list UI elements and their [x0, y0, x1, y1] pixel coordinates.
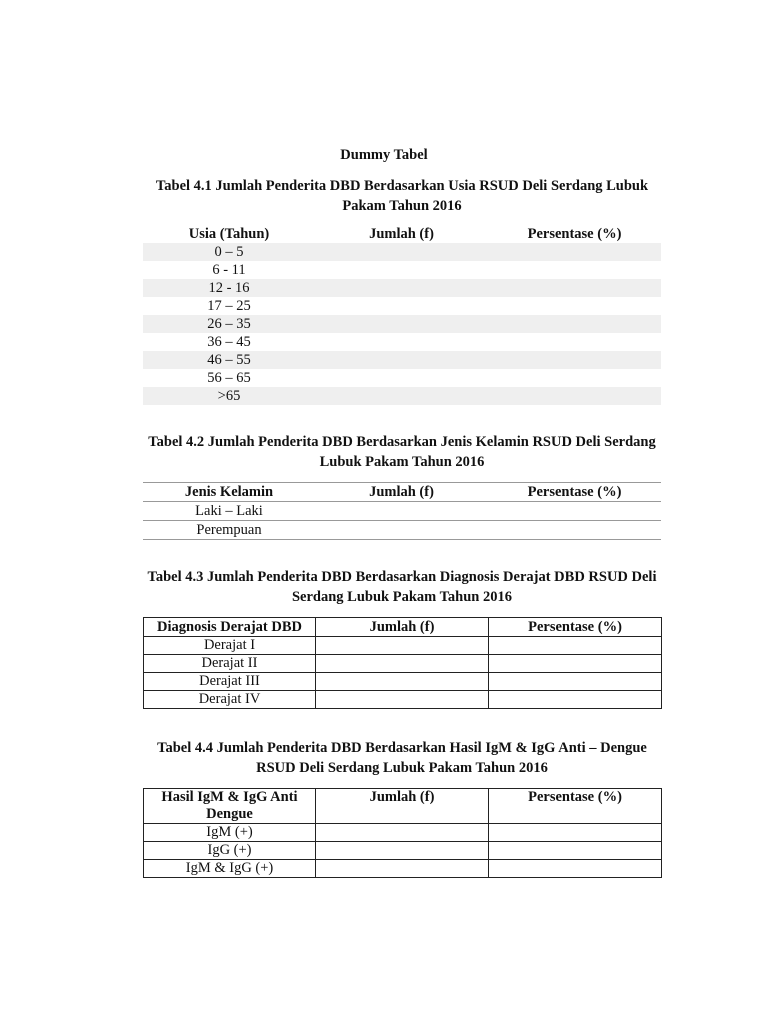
- table3-caption: Tabel 4.3 Jumlah Penderita DBD Berdasarkan Diagnosis Derajat DBD RSUD Deli Serdang Lubuk Pakam Tahun 2016: [147, 569, 657, 605]
- table2-gender: [143, 482, 661, 540]
- table-row: [143, 333, 661, 351]
- table4-caption: Tabel 4.4 Jumlah Penderita DBD Berdasarkan Hasil IgM & IgG Anti – Dengue RSUD Deli Serdang Lubuk Pakam Tahun 2016: [157, 740, 647, 776]
- row-label: 0 – 5: [143, 243, 315, 261]
- header-diagnosis: Diagnosis Derajat DBD: [144, 618, 316, 637]
- table-row: [144, 637, 662, 655]
- table-row: [143, 369, 661, 387]
- row-label: IgM (+): [144, 824, 316, 842]
- row-label: Laki – Laki: [195, 503, 263, 519]
- table-row: [143, 315, 661, 333]
- table1-age: [143, 225, 661, 405]
- header-count: Jumlah (f): [369, 484, 434, 500]
- table-header-row: [143, 483, 661, 502]
- header-count: Jumlah (f): [316, 789, 489, 824]
- table-row: [143, 279, 661, 297]
- row-label: Derajat IV: [144, 691, 316, 709]
- header-percent: Persentase (%): [489, 789, 662, 824]
- table4-igm-igg: [143, 788, 662, 878]
- header-igm-igg: Hasil IgM & IgG Anti Dengue: [144, 789, 316, 824]
- table3-diagnosis: [143, 617, 662, 709]
- table-row: [143, 521, 661, 540]
- row-label: 6 - 11: [212, 262, 246, 278]
- table-row: [143, 261, 661, 279]
- row-label: Perempuan: [196, 522, 262, 538]
- header-percent: Persentase (%): [489, 618, 662, 637]
- table-row: [143, 387, 661, 405]
- header-gender: Jenis Kelamin: [184, 484, 274, 500]
- row-label: Derajat III: [144, 673, 316, 691]
- table-row: [143, 351, 661, 369]
- table-header-row: [144, 789, 662, 824]
- row-label: 26 – 35: [143, 315, 315, 333]
- table-row: [144, 691, 662, 709]
- row-label: 12 - 16: [143, 279, 315, 297]
- table-row: [144, 860, 662, 878]
- header-count: Jumlah (f): [369, 226, 434, 242]
- row-label: Derajat I: [144, 637, 316, 655]
- row-label: 36 – 45: [207, 334, 251, 350]
- table1-caption: Tabel 4.1 Jumlah Penderita DBD Berdasarkan Usia RSUD Deli Serdang Lubuk Pakam Tahun 2016: [155, 178, 649, 214]
- header-percent: Persentase (%): [527, 226, 622, 242]
- document-title: Dummy Tabel: [340, 147, 428, 163]
- table-row: [144, 842, 662, 860]
- table-row: [143, 297, 661, 315]
- row-label: IgM & IgG (+): [144, 860, 316, 878]
- row-label: Derajat II: [144, 655, 316, 673]
- row-label: 46 – 55: [143, 351, 315, 369]
- row-label: 56 – 65: [207, 370, 251, 386]
- table-row: [144, 655, 662, 673]
- table2-caption: Tabel 4.2 Jumlah Penderita DBD Berdasarkan Jenis Kelamin RSUD Deli Serdang Lubuk Pakam Tahun 2016: [148, 434, 656, 470]
- row-label: 17 – 25: [207, 298, 251, 314]
- table-row: [143, 243, 661, 261]
- header-percent: Persentase (%): [527, 484, 622, 500]
- table-row: [144, 673, 662, 691]
- table-header-row: [144, 618, 662, 637]
- table-row: [144, 824, 662, 842]
- table-header-row: [143, 225, 661, 243]
- header-count: Jumlah (f): [316, 618, 489, 637]
- table-row: [143, 502, 661, 521]
- row-label: IgG (+): [144, 842, 316, 860]
- row-label: >65: [143, 387, 315, 405]
- header-age: Usia (Tahun): [188, 226, 270, 242]
